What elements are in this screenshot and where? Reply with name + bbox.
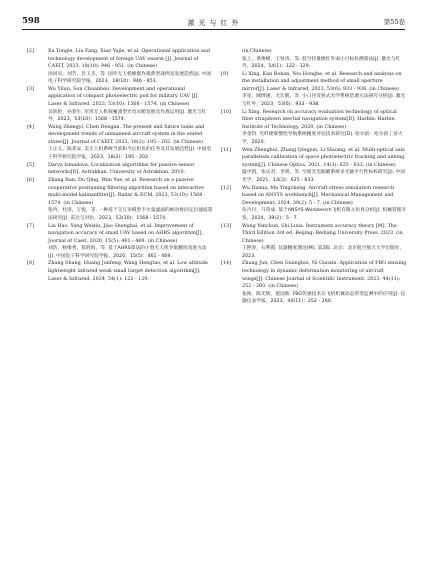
reference-text-en: Li Xing. Research on accuracy evaluation technology of optical fiber strapdown inertial navigation system[D]. Harbin: Harbin Institute of Technology, 2020. (in Chinese) bbox=[242, 108, 397, 130]
reference-column-left bbox=[27, 48, 213, 283]
reference-text-cn: 李金钊. 光纤捷联惯性导航系统精度评估技术研究[D]. 哈尔滨：哈尔滨工业大学，2020. bbox=[242, 132, 403, 145]
reference-text-en: Li Xing, Kan Bohan, You Honghe, et al. Research and analysis on the installation and adjustment method of small aperture mirror[J]. Laser & Infrared, 2023, 53(6): 933 - 938. (in Chinese) bbox=[242, 70, 402, 92]
reference-index: [14] bbox=[221, 260, 231, 267]
reference-entry bbox=[221, 223, 407, 261]
reference-index: [11] bbox=[221, 146, 231, 153]
reference-index: [9] bbox=[221, 70, 228, 77]
reference-text-cn: 张冉，杜清，万悦，等. 一种基于交互多模型卡尔曼滤波的被动协同定位滤波算法研究[J]. 雷达与对抗，2023，53(10)：1568 - 1574. bbox=[48, 208, 213, 221]
reference-index: [7] bbox=[27, 222, 34, 229]
reference-entry bbox=[221, 185, 407, 223]
reference-text-en: Wang Yanchun, Shi Lixia. Instrument accuracy theory [M]. The Third Edition 3rd ed. Beijing: Beihang University Press, 2023. (in Chinese) bbox=[242, 222, 403, 244]
reference-text-cn: 王艳春，石利霞. 仪器精度理论[M]. 第3版. 北京：北京航空航天大学出版社，2023. bbox=[242, 246, 405, 259]
reference-index: [6] bbox=[27, 177, 34, 184]
reference-index: [12] bbox=[221, 184, 231, 191]
reference-entry bbox=[27, 162, 213, 177]
reference-text-en: (in Chinese) bbox=[242, 48, 272, 54]
reference-text-en: Zhang Shang, Huang Junfeng, Wang Hengtao, et al. Low altitude lightweight infrared weak small target detection algorithm[J]. Laser & Infrared, 2024, 54(1): 122 - 129. bbox=[48, 260, 208, 282]
reference-text-en: Zhang Ran, Du Qing, Wan Yue, et al. Research on a passive cooperative positioning filtering algorithm based on interactive multi-model kalmanfilter[J]. Radar & ECM, 2023, 53(10): 1568 - 1574. (in Chinese) bbox=[48, 177, 206, 206]
reference-index: [3] bbox=[27, 85, 34, 92]
reference-text-en: Xu Tongle, Liu Fang, Xiao Yujie, et al. Operational application and technology development of foreign UAV swarm [J]. Journal of CAEIT, 2023, 18(10): 946 - 951. (in Chinese) bbox=[48, 48, 210, 70]
reference-entry bbox=[27, 124, 213, 162]
reference-text-en: Liu Hao, Yang Weixiu, Jiao Shenghai, et al. Improvement of navigation accuracy of small UAV based on AHRS algorithm[J]. Journal of Caeit, 2020, 15(5): 461 - 469. (in Chinese) bbox=[48, 222, 204, 244]
reference-entry bbox=[221, 71, 407, 109]
reference-entry bbox=[221, 147, 407, 185]
reference-index: [2] bbox=[27, 48, 34, 54]
reference-text-cn: 李星，阚博涵，尤宏鹤，等. 小口径反射式光学系统装调方法研究分析[J]. 激光与红外，2023，53(6)：933 - 938. bbox=[242, 94, 406, 108]
reference-text-cn: 张上，黄俊峰，王恒涛，等. 低空轻量级红外弱小目标检测算法[J]. 激光与红外，2024，54(1)：122 - 129. bbox=[242, 56, 401, 70]
reference-text-cn: 伍丹丹，马英成. 基于ANSYS Workbench飞机有限元仿真分析[J]. 机械管理开发，2024，39(2)：5 - 7. bbox=[242, 208, 407, 221]
reference-text-cn: 张俊，陈光辉，倪国新. FBG传感技术在飞机机翼动态形变监测中的应用[J]. 仪器仪表学报，2023，44(11)：252 - 260. bbox=[242, 291, 406, 305]
journal-title: 激 光 与 红 外 bbox=[187, 19, 240, 27]
reference-text-cn: 刘浩，杨维秀，焦胜海，等. 基于AHRS算法的小型无人机导航精度改进方法[J]. 中国电子科学研究院学报，2020，15(5)：461 - 469. bbox=[48, 246, 207, 259]
reference-entry bbox=[27, 86, 213, 124]
reference-entry bbox=[27, 260, 213, 283]
reference-text-en: Darya Ismailova. Localization algorithms for passive sensor networks[D]. Astrakhan. University of Astrakhan, 2010. bbox=[48, 161, 195, 176]
page-header bbox=[22, 15, 405, 30]
reference-index: [10] bbox=[221, 108, 231, 115]
reference-entry bbox=[27, 177, 213, 222]
reference-entry bbox=[27, 48, 213, 86]
reference-text-cn: 温中凯，张庆君，李爽，等. 空间光电跟瞄系统多光轴平行性标校研究[J]. 中国光学，2021，14(3)：625 - 633. bbox=[242, 170, 406, 183]
reference-text-en: Wu Yilun, Sun Chuanbeu. Development and operational application of compact photoelectric pod for military UAV [J]. Laser & Infrared, 2023, 53(10): 1568 - 1574. (in Chinese) bbox=[48, 85, 199, 108]
reference-text-cn: 王正义，陈邓安. 美无人机系统当前和今后担负的任务及其发展趋势[J]. 中国电子科学研究院学报，2023，18(2)：195 - 202. bbox=[48, 147, 212, 161]
volume-label: 第55卷 bbox=[383, 18, 405, 26]
page-number: 598 bbox=[22, 16, 40, 26]
reference-entry bbox=[221, 109, 407, 147]
reference-index: [8] bbox=[27, 260, 34, 267]
reference-entry bbox=[221, 260, 407, 305]
reference-column-right bbox=[221, 48, 407, 306]
reference-text-en: Wu Damia, Ma Yingcheng. Aircraft stress simulation research based on ANSYS workbench[J]. Mechanical Management and Development, 2024, 39(2): 5 - 7. (in Chinese) bbox=[242, 184, 395, 206]
reference-index: [4] bbox=[27, 123, 34, 130]
reference-entry bbox=[27, 223, 213, 261]
reference-text-en: Wang Zhengyi, Chen Dengan. The present and future tasks and development trends of unmanned aircraft system in the united states[J]. Journal of CAEIT, 2023, 18(2): 195 - 202. (in Chinese) bbox=[48, 123, 205, 145]
reference-index: [5] bbox=[27, 161, 34, 168]
reference-text-cn: 吴轶伦，孙春生. 军用无人机载紧凑型光电吊舱发展及作战运用[J]. 激光与红外，2023，53(10)：1568 - 1574. bbox=[48, 109, 207, 123]
reference-text-en: Wen Zhenghui, Zhang Qingjun, Li Shuang, et al. Multi-optical axis parallelism calibration of space photoelectric tracking and aiming system[J]. Chinese Optics, 2021, 14(3): 625 - 633. (in Chinese) bbox=[242, 146, 405, 168]
reference-text-en: Zhang Jun, Chen Guanghui, Ni Guoxin. Application of FBG sensing technology in dynamic deformation monitoring of aircraft wings[J]. Chinese Journal of Scientific Instrument, 2023, 44(11): 252 - 260. (in Chinese) bbox=[242, 260, 407, 290]
reference-entry-continued bbox=[221, 48, 407, 71]
reference-index: [13] bbox=[221, 222, 231, 229]
reference-text-cn: 徐同乐，刘芳，肖玉杰，等. 国外无人机蜂群作战典型战例及发展趋势[J]. 中国电子科学研究院学报，2023，18(10)：946 - 951. bbox=[48, 71, 212, 85]
